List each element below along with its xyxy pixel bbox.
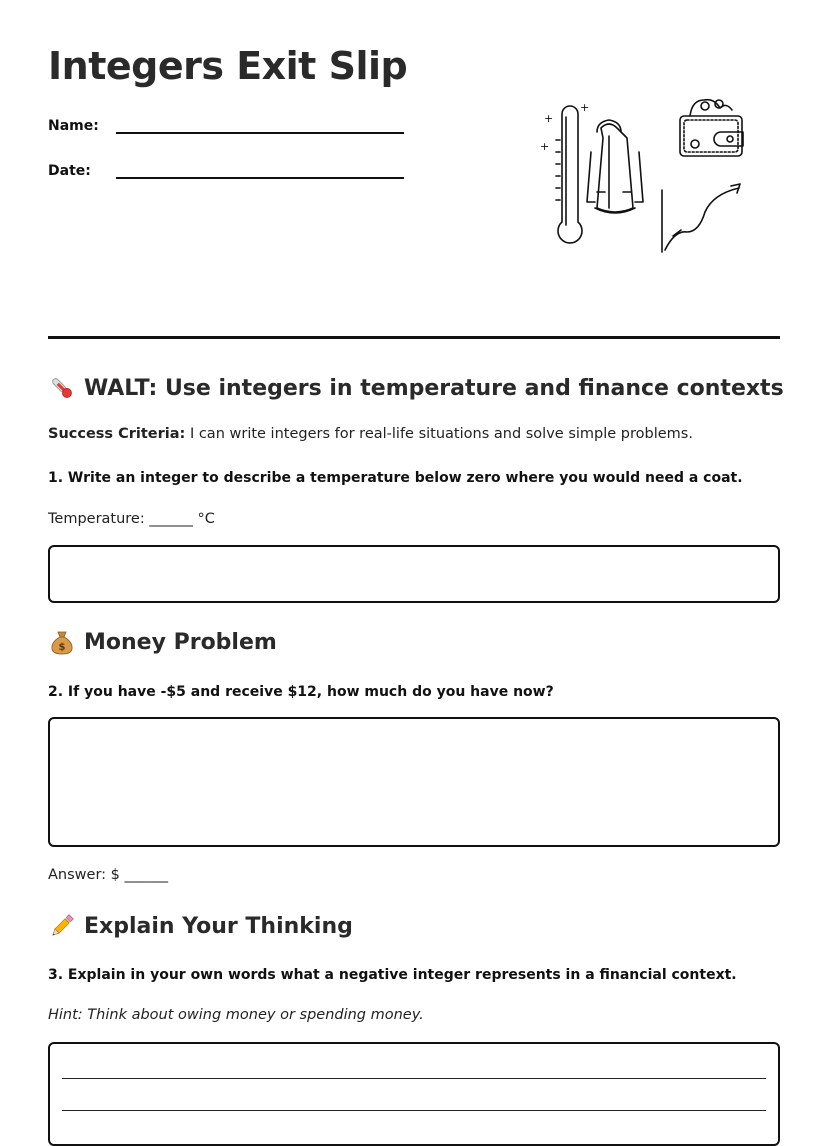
svg-text:$: $ bbox=[58, 642, 66, 653]
writing-line bbox=[62, 1078, 766, 1079]
date-field-row bbox=[48, 163, 404, 179]
answer-box-1[interactable] bbox=[48, 545, 780, 603]
question-3: 3. Explain in your own words what a negative integer represents in a financial context. bbox=[48, 967, 737, 983]
success-criteria-text: I can write integers for real-life situations and solve simple problems. bbox=[185, 426, 693, 442]
thermometer-icon bbox=[48, 374, 76, 402]
money-bag-icon bbox=[48, 628, 76, 656]
success-criteria bbox=[48, 426, 693, 442]
answer-prompt: Answer: $ ______ bbox=[48, 867, 168, 883]
coat-drawing-icon bbox=[587, 120, 643, 213]
thermometer-drawing-icon bbox=[540, 101, 589, 243]
explain-heading bbox=[48, 912, 353, 940]
name-input-line[interactable] bbox=[116, 118, 404, 134]
money-heading-text: Money Problem bbox=[84, 629, 277, 655]
page-title: Integers Exit Slip bbox=[48, 44, 408, 88]
name-label: Name: bbox=[48, 118, 99, 134]
svg-text:+: + bbox=[580, 101, 590, 114]
walt-heading bbox=[48, 374, 784, 402]
temperature-prompt: Temperature: ______ °C bbox=[48, 511, 215, 527]
pencil-icon bbox=[48, 912, 76, 940]
question-1: 1. Write an integer to describe a temperature below zero where you would need a coat. bbox=[48, 470, 743, 486]
question-2: 2. If you have -$5 and receive $12, how much do you have now? bbox=[48, 684, 554, 700]
name-field-row bbox=[48, 118, 404, 134]
success-criteria-label: Success Criteria: bbox=[48, 426, 186, 442]
walt-heading-text: WALT: Use integers in temperature and finance contexts bbox=[84, 375, 784, 401]
answer-box-2[interactable] bbox=[48, 717, 780, 847]
hint-text: Hint: Think about owing money or spending money. bbox=[48, 1007, 424, 1023]
header-divider bbox=[48, 336, 780, 339]
svg-text:+: + bbox=[540, 140, 550, 153]
growth-arrow-drawing-icon bbox=[662, 184, 740, 252]
writing-line bbox=[62, 1110, 766, 1111]
date-label: Date: bbox=[48, 163, 91, 179]
money-heading bbox=[48, 628, 277, 656]
header-illustration bbox=[535, 92, 750, 262]
svg-text:+: + bbox=[544, 112, 554, 125]
answer-box-3[interactable] bbox=[48, 1042, 780, 1146]
explain-heading-text: Explain Your Thinking bbox=[84, 913, 353, 939]
wallet-drawing-icon bbox=[680, 100, 743, 156]
date-input-line[interactable] bbox=[116, 163, 404, 179]
